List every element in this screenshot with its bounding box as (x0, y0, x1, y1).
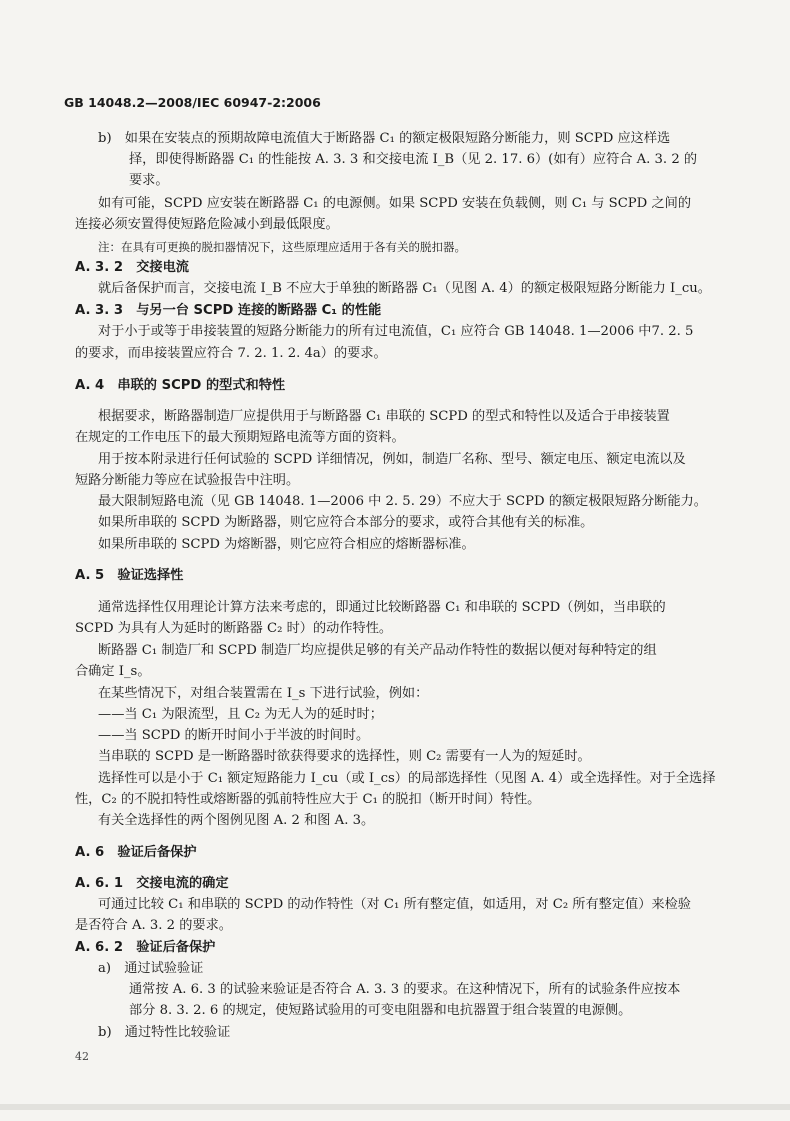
text-line: 部分 8. 3. 2. 6 的规定，使短路试验用的可变电阻器和电抗器置于组合装置的电源侧。 (129, 1003, 632, 1018)
text-line: 选择性可以是小于 C₁ 额定短路能力 I_cu（或 I_cs）的局部选择性（见图 A. 4）或全选择性。对于全选择 (98, 771, 716, 786)
text-line: 有关全选择性的两个图例见图 A. 2 和图 A. 3。 (98, 813, 375, 828)
text-line: 在规定的工作电压下的最大预期短路电流等方面的资料。 (75, 430, 405, 445)
text-line: 如果所串联的 SCPD 为熔断器，则它应符合相应的熔断器标准。 (98, 537, 475, 552)
text-line: 当串联的 SCPD 是一断路器时欲获得要求的选择性，则 C₂ 需要有一人为的短延时。 (98, 749, 591, 764)
note-line: 注：在具有可更换的脱扣器情况下，这些原理应适用于各有关的脱扣器。 (98, 240, 466, 254)
text-line: a) 通过试验验证 (98, 961, 204, 976)
text-line: 连接必须安置得使短路危险减小到最低限度。 (75, 217, 339, 232)
section-heading: A. 3. 2 交接电流 (75, 260, 189, 275)
text-line: 性，C₂ 的不脱扣特性或熔断器的弧前特性应大于 C₁ 的脱扣（断开时间）特性。 (75, 792, 541, 807)
section-heading: A. 4 串联的 SCPD 的型式和特性 (75, 378, 286, 393)
text-line: 短路分断能力等应在试验报告中注明。 (75, 473, 300, 488)
text-line: 通常选择性仅用理论计算方法来考虑的，即通过比较断路器 C₁ 和串联的 SCPD（例如，当串联的 (98, 600, 666, 615)
text-line: SCPD 为具有人为延时的断路器 C₂ 时）的动作特性。 (75, 621, 393, 636)
standard-header: GB 14048.2—2008/IEC 60947-2:2006 (64, 95, 321, 110)
text-line: b) 如果在安装点的预期故障电流值大于断路器 C₁ 的额定极限短路分断能力，则 SCPD 应这样选 (98, 131, 671, 146)
text-line: 根据要求，断路器制造厂应提供用于与断路器 C₁ 串联的 SCPD 的型式和特性以及适合于串接装置 (98, 409, 670, 424)
text-line: 断路器 C₁ 制造厂和 SCPD 制造厂均应提供足够的有关产品动作特性的数据以便对每种特定的组 (98, 643, 657, 658)
text-line: 可通过比较 C₁ 和串联的 SCPD 的动作特性（对 C₁ 所有整定值，如适用，对 C₂ 所有整定值）来检验 (98, 897, 691, 912)
text-line: 是否符合 A. 3. 2 的要求。 (75, 918, 232, 933)
section-heading: A. 6. 1 交接电流的确定 (75, 876, 229, 891)
text-line: 要求。 (129, 173, 169, 188)
section-heading: A. 3. 3 与另一台 SCPD 连接的断路器 C₁ 的性能 (75, 303, 382, 318)
text-line: 最大限制短路电流（见 GB 14048. 1—2006 中 2. 5. 29）不应大于 SCPD 的额定极限短路分断能力。 (98, 494, 707, 509)
text-line: ——当 C₁ 为限流型，且 C₂ 为无人为的延时时； (98, 707, 383, 722)
text-line: ——当 SCPD 的断开时间小于半波的时间时。 (98, 728, 370, 743)
section-heading: A. 6. 2 验证后备保护 (75, 940, 216, 955)
text-line: 合确定 I_s。 (75, 664, 151, 679)
text-line: 在某些情况下，对组合装置需在 I_s 下进行试验，例如： (98, 686, 429, 701)
text-line: 择，即使得断路器 C₁ 的性能按 A. 3. 3 和交接电流 I_B（见 2. 17. 6）(如有）应符合 A. 3. 2 的 (129, 152, 698, 167)
text-line: 如果所串联的 SCPD 为断路器，则它应符合本部分的要求，或符合其他有关的标准。 (98, 515, 594, 530)
text-line: 对于小于或等于串接装置的短路分断能力的所有过电流值，C₁ 应符合 GB 14048. 1—2006 中7. 2. 5 (98, 324, 694, 339)
text-line: 用于按本附录进行任何试验的 SCPD 详细情况，例如，制造厂名称、型号、额定电压、额定电流以及 (98, 452, 686, 467)
section-heading: A. 6 验证后备保护 (75, 845, 197, 860)
text-line: 如有可能，SCPD 应安装在断路器 C₁ 的电源侧。如果 SCPD 安装在负载侧，则 C₁ 与 SCPD 之间的 (98, 196, 692, 211)
text-line: 就后备保护而言，交接电流 I_B 不应大于单独的断路器 C₁（见图 A. 4）的额定极限短路分断能力 I_cu。 (98, 281, 711, 296)
page-number: 42 (75, 1050, 89, 1063)
text-line: 的要求，而串接装置应符合 7. 2. 1. 2. 4a）的要求。 (75, 346, 387, 361)
section-heading: A. 5 验证选择性 (75, 568, 184, 583)
scan-bottom-edge (0, 1104, 790, 1110)
text-line: 通常按 A. 6. 3 的试验来验证是否符合 A. 3. 3 的要求。在这种情况下，所有的试验条件应按本 (129, 982, 681, 997)
text-line: b) 通过特性比较验证 (98, 1025, 231, 1040)
